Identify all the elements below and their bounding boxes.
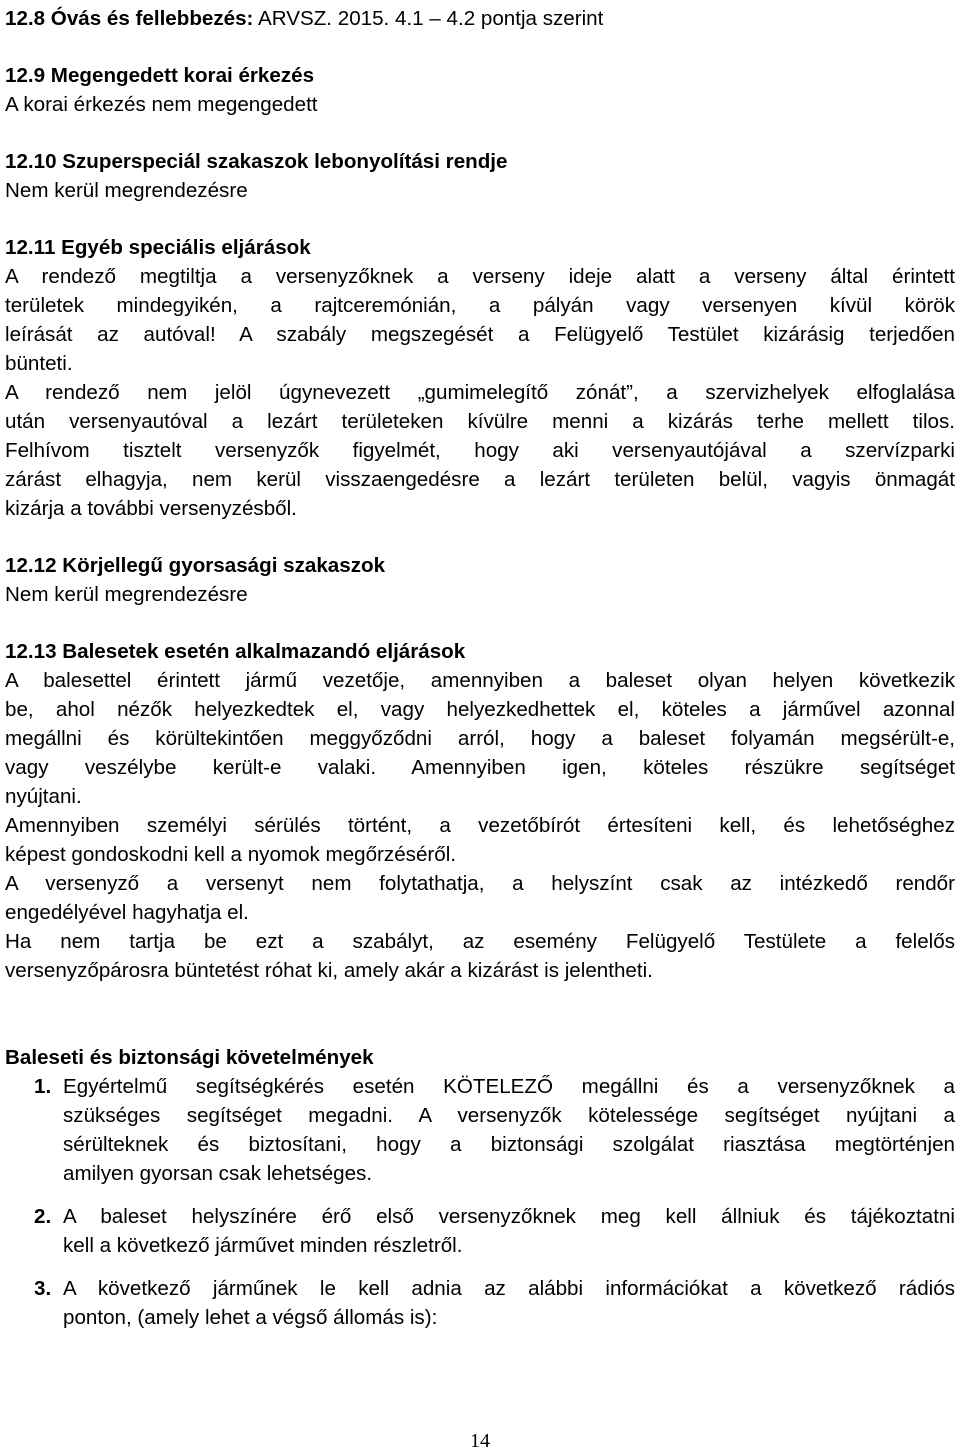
paragraph-line: Amennyiben személyi sérülés történt, a vezetőbírót értesíteni kell, és lehetőséghez [5, 814, 955, 837]
document-page [5, 4, 955, 1332]
list-item-line: sérülteknek és biztosítani, hogy a biztonsági szolgálat riasztása megtörténjen [63, 1133, 955, 1156]
section-12-8-reference: ARVSZ. 2015. 4.1 – 4.2 pontja szerint [253, 7, 604, 30]
paragraph-line: Felhívom tisztelt versenyzők figyelmét, hogy aki versenyautójával a szervízparki [5, 439, 955, 462]
section-12-12-heading: 12.12 Körjellegű gyorsasági szakaszok [5, 554, 386, 577]
paragraph-line: A rendező megtiltja a versenyzőknek a verseny ideje alatt a verseny által érintett [5, 265, 955, 288]
section-12-13 [5, 637, 955, 985]
section-12-9 [5, 61, 955, 119]
list-item-line: A következő járműnek le kell adnia az alábbi információkat a következő rádiós [63, 1277, 955, 1300]
paragraph-line: leírását az autóval! A szabály megszegését a Felügyelő Testület kizárásig terjedően [5, 323, 955, 346]
section-12-12 [5, 551, 955, 609]
paragraph-line: képest gondoskodni kell a nyomok megőrzéséről. [5, 843, 457, 866]
paragraph-line: vagy veszélybe került-e valaki. Amennyiben igen, köteles részükre segítséget [5, 756, 955, 779]
paragraph-line: versenyzőpárosra büntetést róhat ki, amely akár a kizárást is jelentheti. [5, 959, 653, 982]
list-item-line: szükséges segítséget megadni. A versenyzők kötelessége segítséget nyújtani a [63, 1104, 955, 1127]
safety-requirements-heading: Baleseti és biztonsági követelmények [5, 1046, 374, 1069]
paragraph-line: nyújtani. [5, 785, 82, 808]
paragraph-line: kizárja a további versenyzésből. [5, 497, 297, 520]
list-item-line: ponton, (amely lehet a végső állomás is): [63, 1306, 438, 1329]
list-item-line: amilyen gyorsan csak lehetséges. [63, 1162, 373, 1185]
list-item-line: kell a következő járművet minden részletről. [63, 1234, 463, 1257]
section-12-10-text: Nem kerül megrendezésre [5, 179, 248, 202]
page-number: 14 [470, 1430, 490, 1452]
paragraph-line: megállni és körültekintően meggyőződni arról, hogy a baleset folyamán megsérült-e, [5, 727, 955, 750]
section-12-13-heading: 12.13 Balesetek esetén alkalmazandó eljárások [5, 640, 466, 663]
section-12-9-text: A korai érkezés nem megengedett [5, 93, 318, 116]
list-item-number: 1. [34, 1075, 52, 1098]
paragraph-line: Ha nem tartja be ezt a szabályt, az esemény Felügyelő Testülete a felelős [5, 930, 955, 953]
list-item [5, 1202, 955, 1260]
list-item-line: Egyértelmű segítségkérés esetén KÖTELEZŐ megállni és a versenyzőknek a [63, 1075, 955, 1098]
section-12-11 [5, 233, 955, 523]
list-item [5, 1274, 955, 1332]
paragraph-line: után versenyautóval a lezárt területeken kívülre menni a kizárás terhe mellett tilos. [5, 410, 955, 433]
paragraph-line: A versenyző a versenyt nem folytathatja, a helyszínt csak az intézkedő rendőr [5, 872, 955, 895]
section-12-10-heading: 12.10 Szuperspeciál szakaszok lebonyolítási rendje [5, 150, 508, 173]
paragraph-line: be, ahol nézők helyezkedtek el, vagy helyezkedhettek el, köteles a járművel azonnal [5, 698, 955, 721]
safety-requirements-section [5, 1043, 955, 1332]
paragraph-line: A balesettel érintett jármű vezetője, amennyiben a baleset olyan helyen következik [5, 669, 955, 692]
list-item-line: A baleset helyszínére érő első versenyzőknek meg kell állniuk és tájékoztatni [63, 1205, 955, 1228]
list-item-number: 3. [34, 1277, 52, 1300]
list-item-number: 2. [34, 1205, 52, 1228]
paragraph-line: engedélyével hagyhatja el. [5, 901, 249, 924]
paragraph-line: A rendező nem jelöl úgynevezett „gumimelegítő zónát”, a szervizhelyek elfoglalása [5, 381, 955, 404]
paragraph-line: területek mindegyikén, a rajtceremónián, a pályán vagy versenyen kívül körök [5, 294, 955, 317]
safety-requirements-list [5, 1072, 955, 1332]
list-item [5, 1072, 955, 1188]
section-12-8-heading: 12.8 Óvás és fellebbezés: [5, 7, 254, 30]
paragraph-line: bünteti. [5, 352, 73, 375]
paragraph-line: zárást elhagyja, nem kerül visszaengedésre a lezárt területen belül, vagyis önmagát [5, 468, 955, 491]
section-12-9-heading: 12.9 Megengedett korai érkezés [5, 64, 315, 87]
section-12-11-heading: 12.11 Egyéb speciális eljárások [5, 236, 311, 259]
section-12-8 [5, 4, 955, 33]
section-12-10 [5, 147, 955, 205]
section-12-12-text: Nem kerül megrendezésre [5, 583, 248, 606]
